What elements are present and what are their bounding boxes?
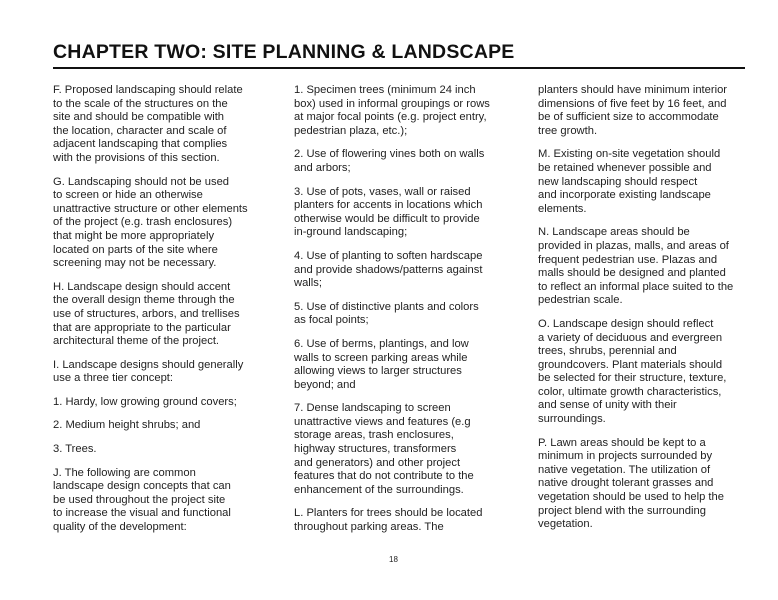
text-line: J. The following are common: [53, 466, 196, 479]
text-line: box) used in informal groupings or rows: [294, 97, 490, 110]
text-line: dimensions of five feet by 16 feet, and: [538, 97, 727, 110]
text-line: of the project (e.g. trash enclosures): [53, 216, 233, 229]
text-line: groundcovers. Plant materials should: [538, 358, 723, 371]
text-line: 2. Medium height shrubs; and: [53, 419, 201, 432]
text-line: 4. Use of planting to soften hardscape: [294, 249, 483, 262]
text-line: at major focal points (e.g. project entry,: [294, 111, 487, 124]
text-line: use a three tier concept:: [53, 372, 174, 385]
text-line: and arbors;: [294, 161, 351, 174]
text-line: 7. Dense landscaping to screen: [294, 402, 451, 415]
text-line: as focal points;: [294, 314, 369, 327]
paragraph: [538, 226, 760, 308]
text-line: use of structures, arbors, and trellises: [53, 307, 240, 320]
text-line: to screen or hide an otherwise: [53, 189, 203, 202]
text-line: walls to screen parking areas while: [294, 351, 468, 364]
paragraph: [294, 148, 516, 175]
text-line: malls should be designed and planted: [538, 267, 726, 280]
text-line: P. Lawn areas should be kept to a: [538, 436, 706, 449]
text-line: native drought tolerant grasses and: [538, 477, 714, 490]
text-line: F. Proposed landscaping should relate: [53, 84, 243, 96]
text-line: otherwise would be difficult to provide: [294, 212, 480, 225]
paragraph: [53, 396, 275, 410]
paragraph: [53, 281, 275, 349]
text-line: 3. Use of pots, vases, wall or raised: [294, 185, 471, 198]
text-line: the overall design theme through the: [53, 294, 235, 307]
text-line: frequent pedestrian use. Plazas and: [538, 253, 718, 266]
paragraph: [53, 176, 275, 271]
text-line: located on parts of the site where: [53, 243, 218, 256]
text-line: H. Landscape design should accent: [53, 280, 231, 293]
text-line: vegetation should be used to help the: [538, 491, 724, 504]
text-line: new landscaping should respect: [538, 175, 698, 188]
text-line: project blend with the surrounding: [538, 504, 706, 517]
text-line: enhancement of the surroundings.: [294, 483, 464, 496]
text-line: quality of the development:: [53, 521, 187, 534]
text-line: that are appropriate to the particular: [53, 321, 231, 334]
text-line: be retained whenever possible and: [538, 161, 712, 174]
text-line: unattractive structure or other elements: [53, 202, 248, 215]
title-underline-divider: [53, 67, 745, 69]
page-number: 18: [389, 555, 398, 564]
page-title: CHAPTER TWO: SITE PLANNING & LANDSCAPE: [53, 41, 515, 63]
text-line: 1. Hardy, low growing ground covers;: [53, 395, 237, 408]
paragraph: [538, 437, 760, 532]
text-line: color, ultimate growth characteristics,: [538, 385, 722, 398]
paragraph: [294, 507, 516, 534]
text-line: with the provisions of this section.: [53, 151, 220, 164]
text-line: 6. Use of berms, plantings, and low: [294, 337, 469, 350]
text-line: be used throughout the project site: [53, 493, 226, 506]
text-line: vegetation.: [538, 518, 593, 531]
text-line: minimum in projects surrounded by: [538, 450, 713, 463]
paragraph: [294, 186, 516, 240]
paragraph: [538, 148, 760, 216]
text-line: be of sufficient size to accommodate: [538, 111, 719, 124]
text-line: tree growth.: [538, 124, 598, 137]
paragraph: [53, 359, 275, 386]
text-line: G. Landscaping should not be used: [53, 175, 230, 188]
text-line: provided in plazas, malls, and areas of: [538, 239, 729, 252]
paragraph: [294, 301, 516, 328]
text-line: architectural theme of the project.: [53, 335, 220, 348]
text-line: planters should have minimum interior: [538, 84, 728, 96]
text-line: in-ground landscaping;: [294, 226, 408, 239]
text-column-2: [294, 84, 516, 545]
text-line: trees, shrubs, perennial and: [538, 345, 677, 358]
text-line: allowing views to larger structures: [294, 365, 462, 378]
text-line: and sense of unity with their: [538, 399, 677, 412]
text-line: surroundings.: [538, 413, 606, 426]
text-line: storage areas, trash enclosures,: [294, 429, 454, 442]
text-line: planters for accents in locations which: [294, 199, 483, 212]
text-line: be selected for their structure, texture,: [538, 372, 727, 385]
text-line: walls;: [294, 277, 322, 290]
text-line: throughout parking areas. The: [294, 521, 444, 534]
text-line: O. Landscape design should reflect: [538, 317, 714, 330]
text-column-3: [538, 84, 760, 542]
text-line: screening may not be necessary.: [53, 257, 217, 270]
text-line: 1. Specimen trees (minimum 24 inch: [294, 84, 476, 96]
text-line: features that do not contribute to the: [294, 470, 474, 483]
text-column-1: [53, 84, 275, 545]
text-line: pedestrian scale.: [538, 294, 623, 307]
text-line: 2. Use of flowering vines both on walls: [294, 148, 485, 161]
paragraph: [53, 467, 275, 535]
paragraph: [538, 84, 760, 138]
text-line: N. Landscape areas should be: [538, 226, 690, 239]
paragraph: [294, 338, 516, 392]
paragraph: [538, 318, 760, 427]
paragraph: [294, 84, 516, 138]
text-line: unattractive views and features (e.g: [294, 415, 471, 428]
text-line: pedestrian plaza, etc.);: [294, 124, 408, 137]
text-line: to increase the visual and functional: [53, 507, 231, 520]
paragraph: [294, 402, 516, 497]
paragraph: [53, 419, 275, 433]
text-line: beyond; and: [294, 378, 356, 391]
text-line: that might be more appropriately: [53, 229, 215, 242]
text-line: 3. Trees.: [53, 443, 97, 456]
text-line: 5. Use of distinctive plants and colors: [294, 300, 479, 313]
text-line: elements.: [538, 202, 587, 215]
text-line: and generators) and other project: [294, 456, 461, 469]
text-line: to the scale of the structures on the: [53, 97, 228, 110]
text-line: native vegetation. The utilization of: [538, 463, 711, 476]
text-line: I. Landscape designs should generally: [53, 358, 244, 371]
text-line: landscape design concepts that can: [53, 480, 231, 493]
text-line: site and should be compatible with: [53, 111, 225, 124]
text-line: L. Planters for trees should be located: [294, 507, 483, 520]
text-line: and provide shadows/patterns against: [294, 263, 483, 276]
paragraph: [294, 250, 516, 291]
text-line: adjacent landscaping that complies: [53, 138, 228, 151]
text-line: highway structures, transformers: [294, 443, 457, 456]
text-line: the location, character and scale of: [53, 124, 227, 137]
text-line: to reflect an informal place suited to the: [538, 280, 734, 293]
text-line: a variety of deciduous and evergreen: [538, 331, 723, 344]
text-line: and incorporate existing landscape: [538, 189, 711, 202]
paragraph: [53, 443, 275, 457]
text-line: M. Existing on-site vegetation should: [538, 148, 721, 161]
paragraph: [53, 84, 275, 166]
